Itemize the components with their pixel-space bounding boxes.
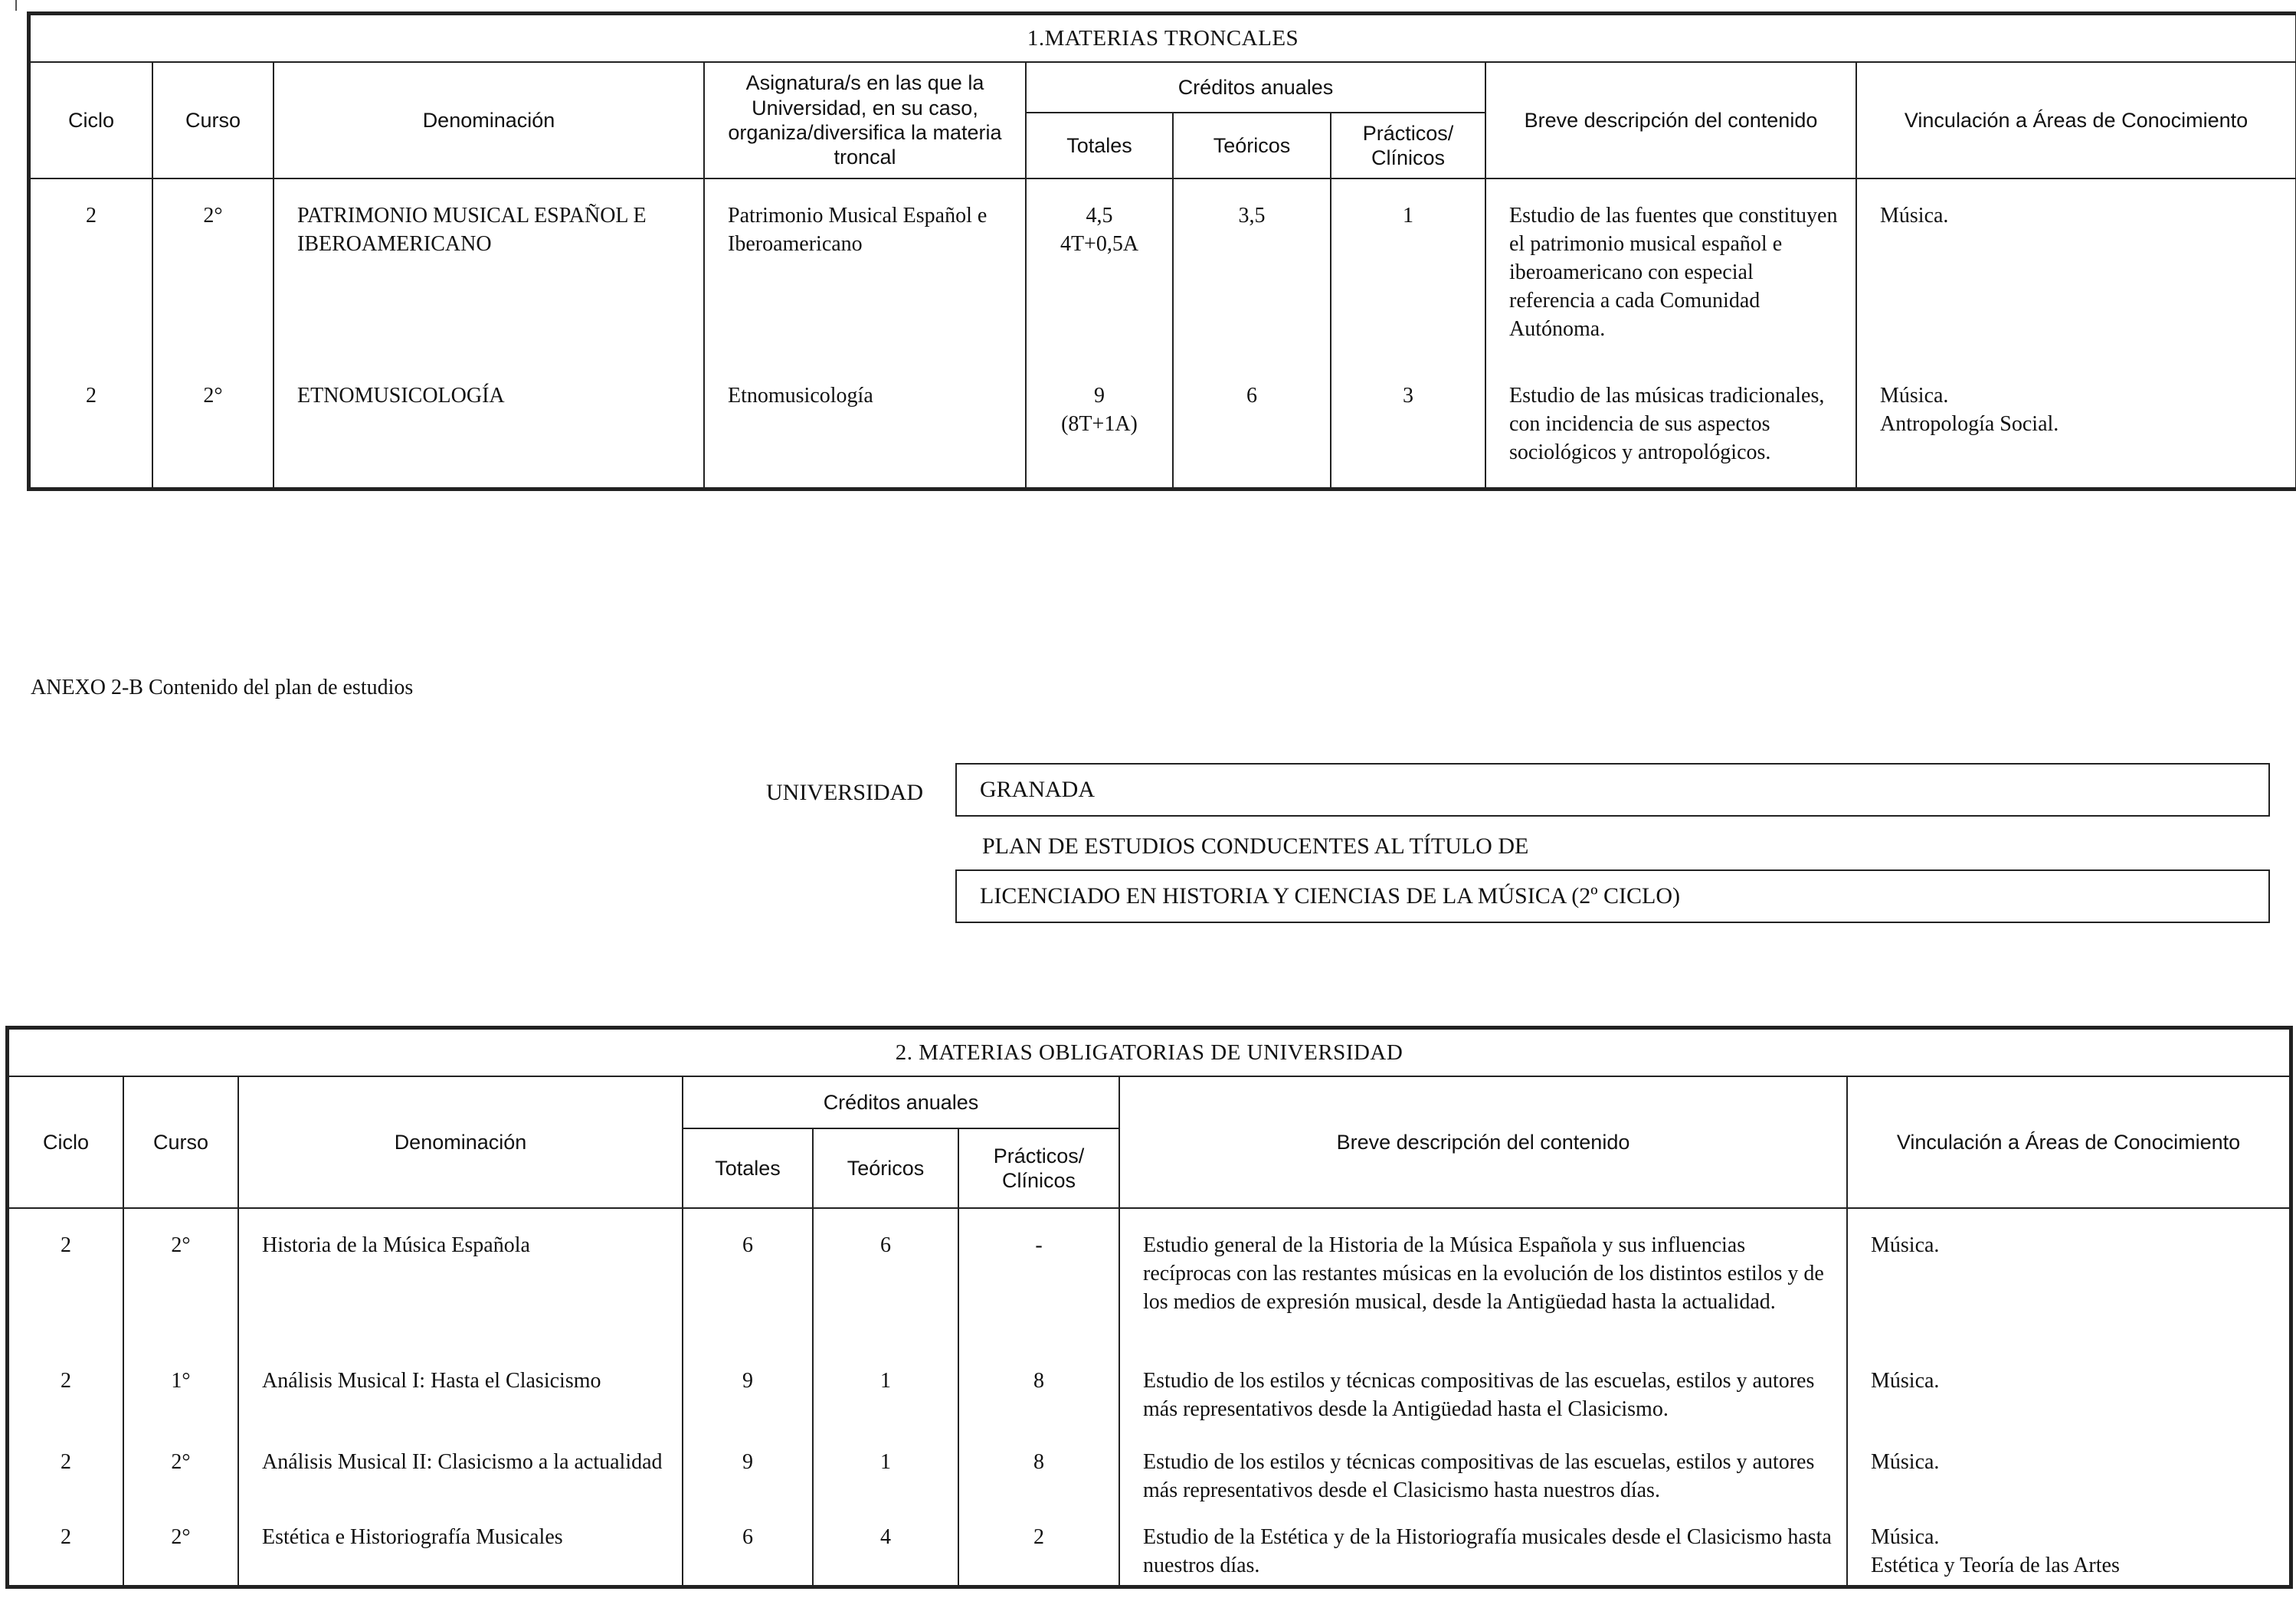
cell-totales: 6 — [683, 1208, 813, 1347]
header-vinculacion: Vinculación a Áreas de Conocimiento — [1847, 1076, 2290, 1208]
table-row — [8, 1347, 2290, 1429]
area-1: Música. — [1871, 1524, 1940, 1549]
header-practicos: Prácticos/ Clínicos — [958, 1128, 1119, 1208]
materias-troncales-table — [29, 14, 2296, 489]
cell-descripcion: Estudio de las fuentes que constituyen el patrimonio musical español e iberoamericano con especial referencia a cada Comunidad Autónoma. — [1485, 178, 1856, 373]
area-1: Música. — [1871, 1449, 1940, 1474]
area-1: Música. — [1880, 204, 1949, 228]
header-creditos: Créditos anuales — [1026, 62, 1485, 113]
cell-vinculacion — [1847, 1510, 2290, 1586]
area-1: Música. — [1871, 1233, 1940, 1257]
cell-denominacion: PATRIMONIO MUSICAL ESPAÑOL E IBEROAMERICANO — [273, 178, 704, 373]
cell-curso: 1° — [123, 1347, 238, 1429]
cell-totales — [1026, 373, 1173, 488]
cell-denominacion: ETNOMUSICOLOGÍA — [273, 373, 704, 488]
cell-vinculacion — [1847, 1347, 2290, 1429]
table-row — [8, 1208, 2290, 1347]
header-creditos: Créditos anuales — [683, 1076, 1119, 1128]
header-asignatura: Asignatura/s en las que la Universidad, en su caso, organiza/diversifica la materia troncal — [704, 62, 1026, 178]
cell-totales — [1026, 178, 1173, 373]
cell-totales: 6 — [683, 1510, 813, 1586]
header-descripcion: Breve descripción del contenido — [1485, 62, 1856, 178]
titulo-value: LICENCIADO EN HISTORIA Y CIENCIAS DE LA MÚSICA (2º CICLO) — [980, 883, 1681, 909]
table-title: 1.MATERIAS TRONCALES — [30, 15, 2296, 62]
table-title: 2. MATERIAS OBLIGATORIAS DE UNIVERSIDAD — [8, 1029, 2290, 1076]
cell-denominacion: Historia de la Música Española — [238, 1208, 683, 1347]
header-ciclo: Ciclo — [30, 62, 152, 178]
totales-value: 4,5 — [1086, 204, 1113, 228]
cell-ciclo: 2 — [8, 1429, 123, 1510]
cell-teoricos: 1 — [813, 1347, 958, 1429]
area-1: Música. — [1880, 384, 1949, 408]
cell-practicos: 3 — [1331, 373, 1485, 488]
header-curso: Curso — [152, 62, 273, 178]
cell-denominacion: Análisis Musical II: Clasicismo a la actualidad — [238, 1429, 683, 1510]
header-vinculacion: Vinculación a Áreas de Conocimiento — [1856, 62, 2296, 178]
cell-curso: 2° — [152, 178, 273, 373]
cell-practicos: - — [958, 1208, 1119, 1347]
cell-ciclo: 2 — [30, 178, 152, 373]
table-row — [8, 1510, 2290, 1586]
area-2: Estética y Teoría de las Artes — [1871, 1553, 2120, 1577]
header-totales: Totales — [1026, 113, 1173, 178]
universidad-box — [955, 763, 2270, 817]
cell-descripcion: Estudio de los estilos y técnicas compositivas de las escuelas, estilos y autores más representativos desde la Antigüedad hasta el Clasicismo. — [1119, 1347, 1847, 1429]
cell-denominacion: Análisis Musical I: Hasta el Clasicismo — [238, 1347, 683, 1429]
header-descripcion: Breve descripción del contenido — [1119, 1076, 1847, 1208]
cell-teoricos: 6 — [813, 1208, 958, 1347]
cell-ciclo: 2 — [8, 1208, 123, 1347]
cell-ciclo: 2 — [8, 1510, 123, 1586]
annex-heading: ANEXO 2-B Contenido del plan de estudios — [31, 676, 414, 699]
table-row — [30, 178, 2296, 373]
cell-ciclo: 2 — [8, 1347, 123, 1429]
header-curso: Curso — [123, 1076, 238, 1208]
universidad-value: GRANADA — [980, 777, 1095, 802]
header-denominacion: Denominación — [238, 1076, 683, 1208]
scan-mark — [15, 0, 17, 11]
totales-value: 9 — [1094, 384, 1105, 408]
cell-vinculacion — [1847, 1429, 2290, 1510]
header-teoricos: Teóricos — [1173, 113, 1331, 178]
cell-vinculacion — [1856, 373, 2296, 488]
cell-practicos: 2 — [958, 1510, 1119, 1586]
cell-descripcion: Estudio de la Estética y de la Historiografía musicales desde el Clasicismo hasta nuestros días. — [1119, 1510, 1847, 1586]
plan-label: PLAN DE ESTUDIOS CONDUCENTES AL TÍTULO DE — [982, 833, 1529, 859]
cell-descripcion: Estudio de las músicas tradicionales, con incidencia de sus aspectos sociológicos y antropológicos. — [1485, 373, 1856, 488]
totales-breakdown: (8T+1A) — [1061, 411, 1138, 436]
cell-curso: 2° — [152, 373, 273, 488]
cell-descripcion: Estudio de los estilos y técnicas compositivas de las escuelas, estilos y autores más representativos desde el Clasicismo hasta nuestros días. — [1119, 1429, 1847, 1510]
cell-practicos: 1 — [1331, 178, 1485, 373]
cell-vinculacion — [1847, 1208, 2290, 1347]
header-teoricos: Teóricos — [813, 1128, 958, 1208]
cell-teoricos: 6 — [1173, 373, 1331, 488]
cell-teoricos: 1 — [813, 1429, 958, 1510]
cell-practicos: 8 — [958, 1347, 1119, 1429]
cell-descripcion: Estudio general de la Historia de la Música Española y sus influencias recíprocas con las restantes músicas en la evolución de los distintos estilos y de los medios de expresión musical, desde la Antigüedad hasta la actualidad. — [1119, 1208, 1847, 1347]
header-totales: Totales — [683, 1128, 813, 1208]
cell-denominacion: Estética e Historiografía Musicales — [238, 1510, 683, 1586]
totales-breakdown: 4T+0,5A — [1060, 231, 1139, 256]
cell-totales: 9 — [683, 1347, 813, 1429]
materias-obligatorias-table — [8, 1028, 2291, 1587]
titulo-box — [955, 869, 2270, 923]
header-practicos: Prácticos/ Clínicos — [1331, 113, 1485, 178]
cell-curso: 2° — [123, 1429, 238, 1510]
area-1: Música. — [1871, 1369, 1940, 1393]
header-ciclo: Ciclo — [8, 1076, 123, 1208]
cell-asignatura: Patrimonio Musical Español e Iberoamericano — [704, 178, 1026, 373]
table-row — [30, 373, 2296, 488]
cell-ciclo: 2 — [30, 373, 152, 488]
cell-practicos: 8 — [958, 1429, 1119, 1510]
cell-curso: 2° — [123, 1208, 238, 1347]
universidad-label: UNIVERSIDAD — [766, 780, 923, 805]
header-denominacion: Denominación — [273, 62, 704, 178]
cell-teoricos: 3,5 — [1173, 178, 1331, 373]
area-2: Antropología Social. — [1880, 411, 2059, 436]
table-row — [8, 1429, 2290, 1510]
cell-asignatura: Etnomusicología — [704, 373, 1026, 488]
cell-vinculacion — [1856, 178, 2296, 373]
cell-curso: 2° — [123, 1510, 238, 1586]
cell-totales: 9 — [683, 1429, 813, 1510]
cell-teoricos: 4 — [813, 1510, 958, 1586]
